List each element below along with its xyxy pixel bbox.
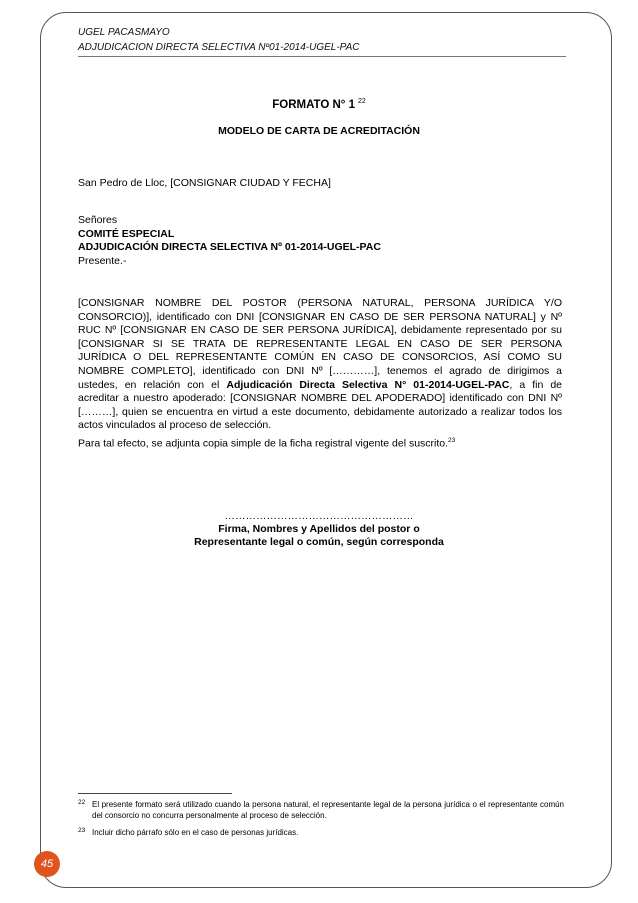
header-organization: UGEL PACASMAYO: [78, 27, 170, 38]
page-number: 45: [40, 858, 54, 870]
process-reference: Adjudicación Directa Selectiva N° 01-2014-UGEL-PAC: [226, 378, 510, 391]
salutation: Señores: [78, 214, 118, 226]
document-subtitle: MODELO DE CARTA DE ACREDITACIÓN: [218, 125, 420, 137]
body-line: [………], quien se encuentra en virtud a este documento, debidamente autorizado a realizar todos los: [78, 405, 562, 418]
header-process: ADJUDICACION DIRECTA SELECTIVA Nº01-2014-UGEL-PAC: [78, 42, 360, 53]
body-line: RUC Nº [CONSIGNAR EN CASO DE SER PERSONA JURÍDICA], debidamente representado por su: [78, 324, 562, 337]
process-name: ADJUDICACIÓN DIRECTA SELECTIVA Nº 01-2014-UGEL-PAC: [78, 241, 381, 253]
body-line-with-bold: [78, 379, 562, 393]
footnote: [78, 799, 564, 821]
header-divider: [78, 56, 566, 57]
body-line-post: , a fin de: [509, 378, 563, 391]
footnote-number: 23: [78, 827, 86, 834]
place-and-date: San Pedro de Lloc, [CONSIGNAR CIUDAD Y FECHA]: [78, 177, 331, 189]
addressee-block: [78, 214, 562, 268]
footnote-text: Incluir dicho párrafo sólo en el caso de personas jurídicas.: [92, 828, 299, 837]
signature-line: ………………………………………………: [224, 510, 414, 522]
closing: Presente.-: [78, 254, 127, 267]
body-line: acreditar a nuestro apoderado: [CONSIGNAR NOMBRE DEL APODERADO] identificado con DNI Nº: [78, 392, 562, 405]
attachment-footnote-ref: 23: [448, 437, 456, 444]
document-title: [0, 98, 638, 111]
signature-caption-1: Firma, Nombres y Apellidos del postor o: [218, 523, 420, 535]
body-line-pre: ustedes, en relación con el: [78, 378, 227, 391]
body-line: CONSORCIO)], identificado con DNI [CONSIGNAR EN CASO DE SER PERSONA NATURAL] y Nº: [78, 310, 562, 323]
title-footnote-ref: 22: [357, 98, 366, 105]
title-text: FORMATO N° 1: [272, 98, 355, 111]
body-line: [CONSIGNAR NOMBRE DEL POSTOR (PERSONA NATURAL, PERSONA JURÍDICA Y/O: [78, 297, 562, 309]
body-line: [CONSIGNAR SI SE TRATA DE REPRESENTANTE LEGAL EN CASO DE SER PERSONA: [78, 337, 562, 350]
signature-caption-2: Representante legal o común, según corresponda: [194, 536, 444, 548]
footnote: [78, 827, 564, 838]
committee-name: COMITÉ ESPECIAL: [78, 227, 175, 240]
attachment-note: [78, 434, 562, 451]
attachment-note-text: Para tal efecto, se adjunta copia simple de la ficha registral vigente del suscrito.: [78, 437, 449, 450]
letter-body: [78, 297, 562, 433]
body-line: NOMBRE COMPLETO], identificado con DNI Nº […………], tenemos el agrado de dirigimos a: [78, 364, 562, 377]
footnote-text: El presente formato será utilizado cuando la persona natural, el representante legal de la persona jurídica o el representante común del consorcio no concurra personalmente al proceso de selección.: [92, 800, 564, 820]
footnote-divider: [78, 793, 232, 794]
footnote-number: 22: [78, 799, 86, 806]
body-line: actos vinculados al proceso de selección.: [78, 419, 272, 432]
body-line: JURÍDICA O DEL REPRESENTANTE COMÚN EN CASO DE CONSORCIOS, ASÍ COMO SU: [78, 351, 562, 364]
page-number-badge: [34, 851, 60, 877]
